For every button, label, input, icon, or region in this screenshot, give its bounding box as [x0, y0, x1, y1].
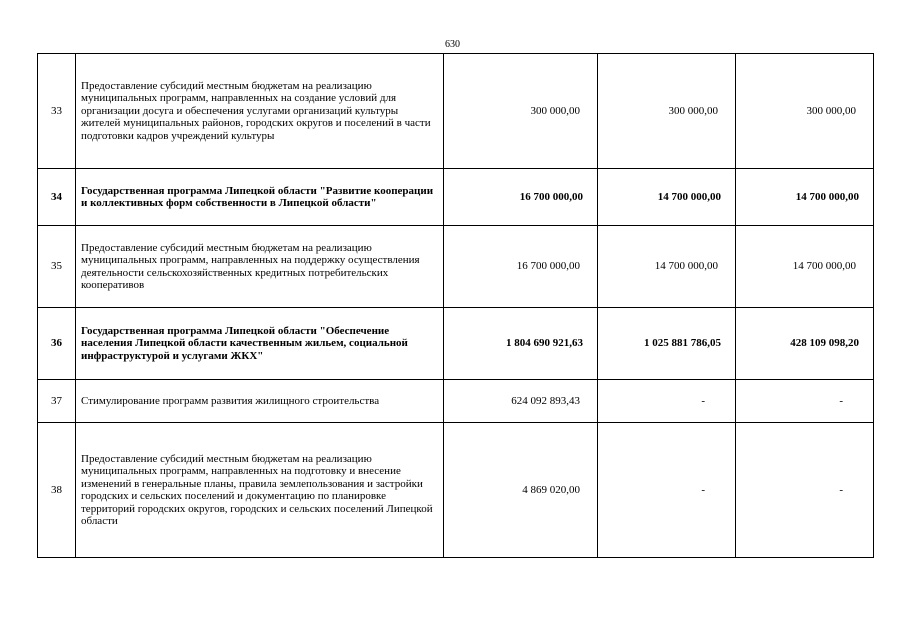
row-value-1: 16 700 000,00	[444, 169, 598, 226]
row-number: 36	[38, 308, 76, 380]
table-row	[38, 169, 874, 226]
budget-table	[37, 53, 874, 558]
row-number: 34	[38, 169, 76, 226]
row-number: 38	[38, 423, 76, 558]
table-row	[38, 54, 874, 169]
row-value-2: 300 000,00	[598, 54, 736, 169]
row-name: Государственная программа Липецкой области "Развитие кооперации и коллективных форм собственности в Липецкой области"	[76, 169, 444, 226]
row-value-2: 14 700 000,00	[598, 226, 736, 308]
row-name: Предоставление субсидий местным бюджетам на реализацию муниципальных программ, направленных на поддержку осуществления деятельности сельскохозяйственных кредитных потребительских кооперативов	[76, 226, 444, 308]
row-name: Предоставление субсидий местным бюджетам на реализацию муниципальных программ, направленных на создание условий для организации досуга и обеспечения услугами организаций культуры жителей муниципальных районов, городских округов и поселений в части подготовки кадров учреждений культуры	[76, 54, 444, 169]
table-row	[38, 226, 874, 308]
row-value-2: -	[598, 380, 736, 423]
page-number: 630	[445, 39, 460, 50]
row-value-2: 14 700 000,00	[598, 169, 736, 226]
row-value-1: 300 000,00	[444, 54, 598, 169]
row-value-1: 1 804 690 921,63	[444, 308, 598, 380]
row-value-3: -	[736, 423, 874, 558]
row-value-3: -	[736, 380, 874, 423]
row-name: Стимулирование программ развития жилищного строительства	[76, 380, 444, 423]
row-value-2: -	[598, 423, 736, 558]
row-value-1: 4 869 020,00	[444, 423, 598, 558]
row-number: 33	[38, 54, 76, 169]
row-value-3: 14 700 000,00	[736, 169, 874, 226]
row-number: 37	[38, 380, 76, 423]
row-value-3: 428 109 098,20	[736, 308, 874, 380]
row-value-3: 14 700 000,00	[736, 226, 874, 308]
row-name: Государственная программа Липецкой области "Обеспечение населения Липецкой области качественным жильем, социальной инфраструктурой и услугами ЖКХ"	[76, 308, 444, 380]
table-row	[38, 423, 874, 558]
table-row	[38, 308, 874, 380]
table-row	[38, 380, 874, 423]
row-number: 35	[38, 226, 76, 308]
row-value-1: 16 700 000,00	[444, 226, 598, 308]
row-value-1: 624 092 893,43	[444, 380, 598, 423]
row-value-3: 300 000,00	[736, 54, 874, 169]
row-value-2: 1 025 881 786,05	[598, 308, 736, 380]
row-name: Предоставление субсидий местным бюджетам на реализацию муниципальных программ, направленных на подготовку и внесение изменений в генеральные планы, правила землепользования и застройки городских и сельских поселений и документацию по планировке территорий городских округов, городских и сельских поселений Липецкой области	[76, 423, 444, 558]
